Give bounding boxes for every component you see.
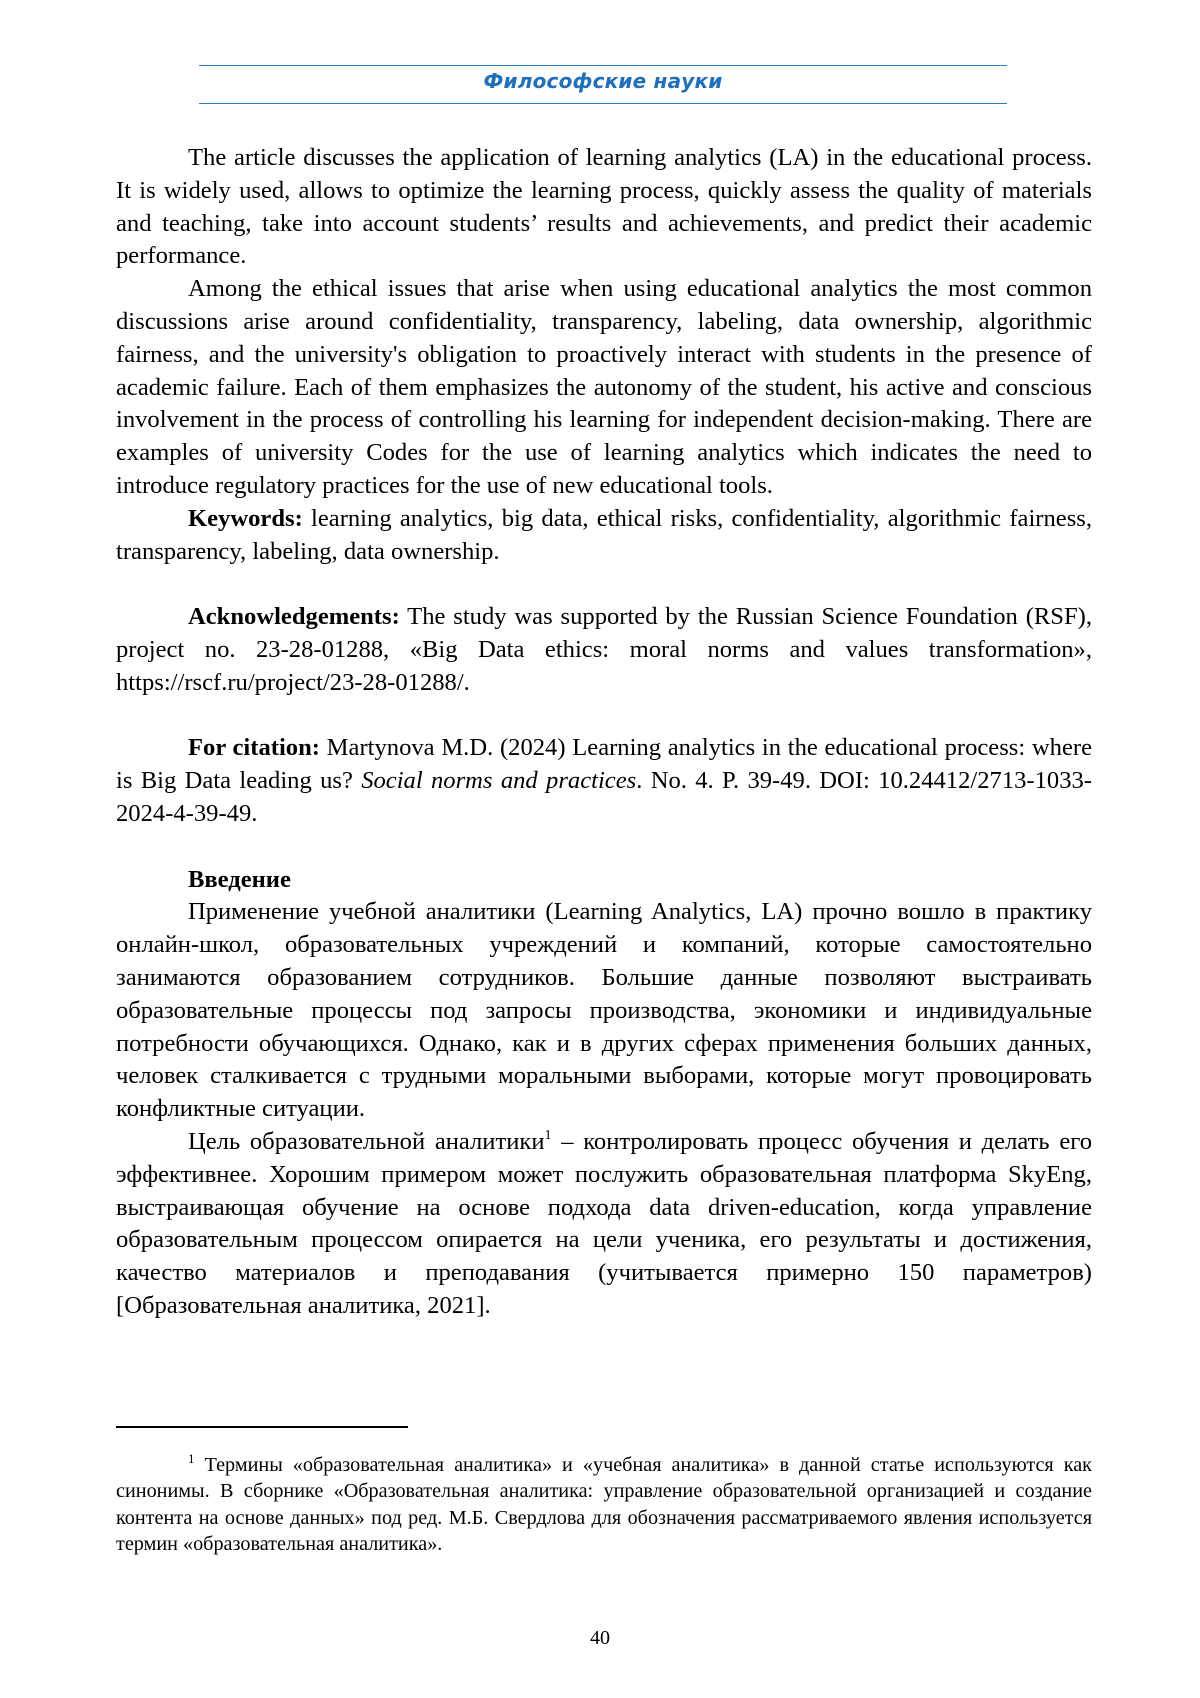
abstract-paragraph-1: The article discusses the application of learning analytics (LA) in the educational process. It is widely used, allows to optimize the learning process, quickly assess the quality of materials and teaching, take into account students’ results and achievements, and predict their academic performance.: [116, 144, 1092, 270]
footnote-marker: 1: [188, 1451, 195, 1466]
spacer: [116, 831, 1092, 864]
introduction-p2-after: – контролировать процесс обучения и делать его эффективнее. Хорошим примером может послужить образовательная платформа SkyEng, выстраивающая обучение на основе подхода data driven-education, когда управление образовательным процессом опирается на цели ученика, его результаты и достижения, качество материалов и преподавания (учитывается примерно 150 параметров) [Образовательная аналитика, 2021].: [116, 1127, 1093, 1319]
footnote-paragraph: [116, 1452, 1092, 1558]
header-top-rule: [199, 65, 1007, 66]
footnote-text: Термины «образовательная аналитика» и «учебная аналитика» в данной статье используются как синонимы. В сборнике «Образовательная аналитика: управление образовательной организацией и создание контента на основе данных» под ред. М.Б. Свердлова для обозначения рассматриваемого явления используется термин «образовательная аналитика».: [116, 1454, 1092, 1556]
keywords-text: learning analytics, big data, ethical risks, confidentiality, algorithmic fairness, transparency, labeling, data ownership.: [116, 504, 1092, 565]
citation-text-before: Martynova M.D. (2024) Learning analytics in the educational process: where is Big Data leading us?: [116, 734, 1092, 795]
spacer: [116, 568, 1092, 601]
introduction-paragraph-2: [116, 1126, 1092, 1323]
introduction-heading: Введение: [188, 865, 291, 893]
acknowledgements-paragraph: [116, 601, 1092, 699]
keywords-label: Keywords:: [188, 504, 303, 532]
running-header-title: Философские науки: [483, 69, 723, 93]
footnote-reference[interactable]: 1: [544, 1127, 552, 1143]
introduction-p2-before: Цель образовательной аналитики: [188, 1127, 545, 1155]
keywords-paragraph: [116, 503, 1092, 569]
citation-text-after: . No. 4. P. 39-49. DOI: 10.24412/2713-1033-2024-4-39-49.: [116, 767, 1092, 827]
introduction-paragraph-1: Применение учебной аналитики (Learning Analytics, LA) прочно вошло в практику онлайн-школ, образовательных учреждений и компаний, которые самостоятельно занимаются образованием сотрудников. Большие данные позволяют выстраивать образовательные процессы под запросы производства, экономики и индивидуальные потребности обучающихся. Однако, как и в других сферах применения больших данных, человек сталкивается с трудными моральными выборами, которые могут провоцировать конфликтные ситуации.: [116, 898, 1092, 1123]
abstract-paragraph-2: Among the ethical issues that arise when using educational analytics the most common discussions arise around confidentiality, transparency, labeling, data ownership, algorithmic fairness, and the university's obligation to proactively interact with students in the presence of academic failure. Each of them emphasizes the autonomy of the student, his active and conscious involvement in the process of controlling his learning for independent decision-making. There are examples of university Codes for the use of learning analytics which indicates the need to introduce regulatory practices for the use of new educational tools.: [116, 275, 1092, 499]
acknowledgements-text: The study was supported by the Russian Science Foundation (RSF), project no. 23-28-01288, «Big Data ethics: moral norms and values transformation», https://rscf.ru/project/23-28-01288/.: [116, 603, 1092, 696]
citation-journal: Social norms and practices: [361, 767, 637, 795]
page-body: [116, 142, 1092, 1323]
acknowledgements-label: Acknowledgements:: [188, 603, 400, 631]
citation-paragraph: [116, 732, 1092, 830]
spacer: [116, 700, 1092, 733]
footnote: [116, 1452, 1092, 1558]
citation-label: For citation:: [188, 734, 320, 762]
footnote-separator: [116, 1426, 408, 1428]
page-number: 40: [590, 1627, 610, 1649]
header-bottom-rule: [199, 103, 1007, 104]
